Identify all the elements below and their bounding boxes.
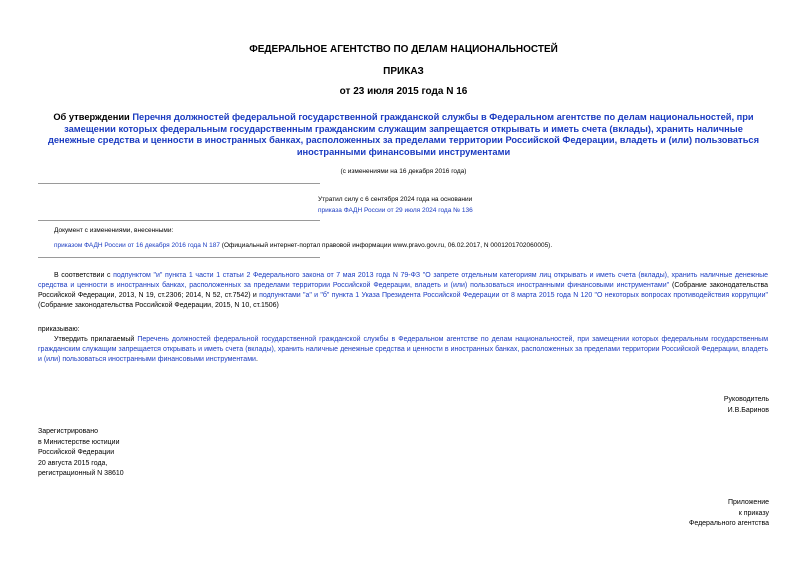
invalid-note-link[interactable]: приказа ФАДН России от 29 июля 2024 года № 136 — [318, 207, 473, 214]
document-type: ПРИКАЗ — [383, 66, 424, 77]
invalid-note-text: Утратил силу с 6 сентября 2024 года на основании — [318, 196, 473, 203]
appendix-line: к приказу — [738, 509, 769, 517]
registration-line: 20 августа 2015 года, — [38, 459, 108, 467]
order-paragraph — [38, 335, 768, 365]
divider — [38, 183, 320, 184]
changes-source: (Официальный интернет-портал правовой информации www.pravo.gov.ru, 06.02.2017, N 0001201702060005). — [220, 242, 553, 249]
registration-line: в Министерстве юстиции — [38, 438, 120, 446]
document-title — [40, 112, 767, 158]
registration-block — [38, 427, 124, 480]
changes-label: Документ с изменениями, внесенными: — [54, 227, 174, 234]
title-link[interactable]: Перечня должностей федеральной государственной гражданской службы в Федеральном агентстве по делам национальностей, при замещении которых федеральным государственным гражданским служащим запрещается открывать и иметь счета (вклады), хранить наличные денежные средства и ценности в иностранных банках, расположенных за пределами территории Российской Федерации, владеть и (или) пользоваться иностранными финансовыми инструментами — [47, 112, 760, 157]
appendix-line: Приложение — [727, 499, 769, 506]
order-text-1: Утвердить прилагаемый — [54, 336, 138, 343]
preamble-link-decree[interactable]: подпунктами "а" и "б" пункта 1 Указа Президента Российской Федерации от 8 марта 2015 года N 120 "О некоторых вопросах противодействия коррупции" — [259, 292, 768, 299]
order-link-list[interactable]: Перечень должностей федеральной государственной гражданской службы в Федеральном агентстве по делам национальностей, при замещении которых федеральным государственным гражданским служащим запрещается открывать и иметь счета (вклады), хранить наличные денежные средства и ценности в иностранных банках, расположенных за пределами территории Российской Федерации, владеть и (или) пользоваться иностранными финансовыми инструментами — [38, 336, 769, 363]
signature-position: Руководитель — [723, 396, 769, 403]
changes-link[interactable]: приказом ФАДН России от 16 декабря 2016 года N 187 — [54, 242, 220, 249]
preamble-text-1: В соответствии с — [54, 272, 114, 279]
divider — [38, 257, 320, 258]
preamble-text-3: (Собрание законодательства Российской Федерации, 2015, N 10, ст.1506) — [38, 302, 279, 309]
document-date-number: от 23 июля 2015 года N 16 — [339, 86, 468, 97]
changes-entry — [54, 242, 552, 249]
preamble-link-law[interactable]: подпунктом "и" пункта 1 части 1 статьи 2 Федерального закона от 7 мая 2013 года N 79-ФЗ "О запрете отдельным категориям лиц открывать и иметь счета (вклады), хранить наличные денежные средства и ценности в иностранных банках, расположенных за пределами территории Российской Федерации, владеть и (или) пользоваться иностранными финансовыми инструментами" — [38, 272, 769, 289]
registration-line: Зарегистрировано — [38, 428, 98, 435]
registration-line: Российской Федерации — [38, 449, 115, 456]
order-label: приказываю: — [38, 326, 80, 333]
preamble-text-2: (Собрание законодательства Российской Федерации, 2013, N 19, ст.2306; 2014, N 52, ст.7542) и — [38, 282, 768, 299]
preamble-paragraph — [38, 271, 768, 311]
registration-line: регистрационный N 38610 — [38, 470, 124, 477]
title-prefix: Об утверждении — [53, 112, 133, 122]
appendix-block — [689, 498, 769, 530]
divider — [38, 220, 320, 221]
appendix-line: Федерального агентства — [689, 520, 769, 527]
signature-name: И.В.Баринов — [727, 407, 769, 414]
agency-name: ФЕДЕРАЛЬНОЕ АГЕНТСТВО ПО ДЕЛАМ НАЦИОНАЛЬНОСТЕЙ — [249, 44, 558, 55]
amendments-note: (с изменениями на 16 декабря 2016 года) — [340, 168, 467, 175]
order-text-2: . — [255, 356, 258, 363]
